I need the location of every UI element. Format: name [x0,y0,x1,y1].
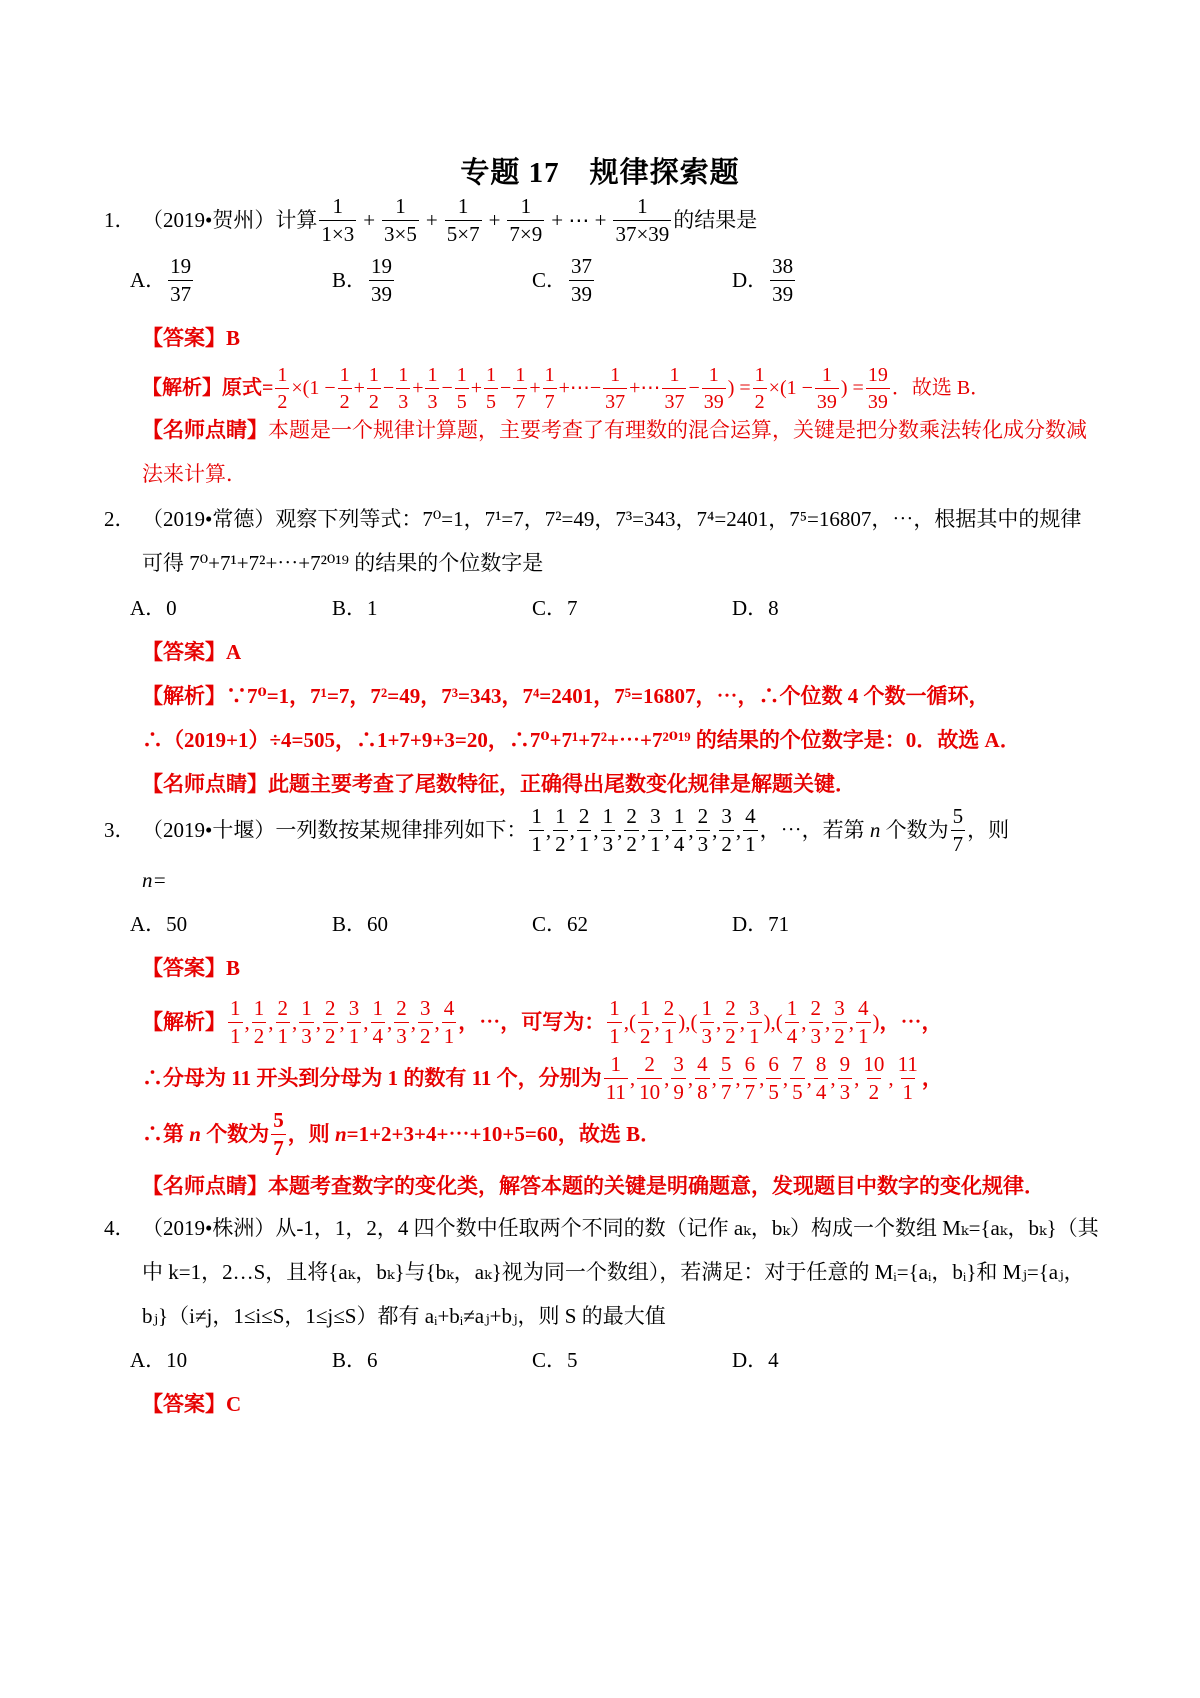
q3-tip: 【名师点睛】本题考查数字的变化类，解答本题的关键是明确题意，发现题目中数字的变化规律． [142,1173,1045,1198]
q4-stem: 4． （2019•株洲）从-1，1，2，4 四个数中任取两个不同的数（记作 aₖ，bₖ）构成一个数组 Mₖ={aₖ，bₖ}（其 [104,1215,1099,1240]
q2-option-a[interactable]: A． 0 [130,595,177,620]
q1-option-c[interactable]: C． 37 39 [532,253,593,306]
q4-number: 4． [104,1215,136,1240]
q2-analysis-cont: ∴（2019+1）÷4=505，∴1+7+9+3=20，∴7⁰+7¹+7²+⋯+7²⁰¹⁹ 的结果的个位数字是：0．故选 A． [142,727,1021,752]
q3-analysis: 【解析】 1 1 , 1 2 , 2 1 , 1 3 , 2 2 , 3 1 , 1 4 , 2 3 , 3 2 , 4 1 ，⋯，可写为： 1 1 ,( 1 2 , 2 1 ),( 1 3 , 2 2 , 3 1 ),( 1 4 , 2 3 , 3 2 , 4 1 ) ，⋯， [142,995,943,1048]
q2-tip: 【名师点睛】此题主要考查了尾数特征，正确得出尾数变化规律是解题关键． [142,771,856,796]
q2-stem: 2． （2019•常德）观察下列等式：7⁰=1，7¹=7，7²=49，7³=343，7⁴=2401，7⁵=16807，⋯，根据其中的规律 [104,506,1082,531]
q3-option-b[interactable]: B． 60 [332,911,389,936]
q3-stem: 3． （2019•十堰）一列数按某规律排列如下： 1 1 , 1 2 , 2 1 , 1 3 , 2 2 , 3 1 , 1 4 , 2 3 , 3 2 , 4 1 ，⋯，若第 n 个数为 5 7 ，则 [104,803,1010,856]
q1-analysis: 【解析】原式= $\frac{1}{2}$ ×(1 − $\frac{1}{2}$ + $\frac{1}{2}$ − $\frac{1}{3}$ + $\frac{1}{3}$ − $\frac{1}{5}$ + $\frac{1}{5}$ − $\frac{1}{7}$ + $\frac{1}{7}$ +⋯− $\frac{1}{37}$ +⋯ 1 37 − $\frac{1}{39}$ ) = $\frac{1}{2}$ ×(1 − $\frac{1}{39}$ ) = $\frac{19}{39}$ ．故选 B． [142,363,991,413]
q3-stem-cont: n= [142,867,167,892]
q4-stem-cont: 中 k=1，2…S，且将{aₖ，bₖ}与{bₖ，aₖ}视为同一个数组），若满足：对于任意的 Mᵢ={aᵢ，bᵢ}和 Mⱼ={aⱼ， [142,1259,1085,1284]
q1-tip-cont: 法来计算． [142,461,247,486]
q1-number: 1． [104,207,136,232]
q2-answer: 【答案】A [142,639,242,664]
q3-analysis-cont-2: ∴第 n 个数为 5 7 ，则 n =1+2+3+4+⋯+10+5=60，故选 B． [142,1107,662,1160]
q2-options [130,586,1120,630]
q2-option-b[interactable]: B． 1 [332,595,378,620]
q1-option-b[interactable]: B． 19 39 [332,253,393,306]
q4-answer: 【答案】C [142,1391,242,1416]
q3-answer: 【答案】B [142,955,241,980]
q1-stem: 1． （2019•贺州）计算 1 1×3 + $\frac{1}{3\times 5}$ + $\frac{1}{5\times 7}$ + $\frac{1}{7\times 9}$ + ⋯ + $\frac{1}{37\times 39}$ 的结果是 [104,193,758,246]
q4-options [130,1338,1120,1382]
page-title: 专题 17 规律探索题 [460,157,740,189]
q1-option-a[interactable]: A． 19 37 [130,253,192,306]
q2-option-c[interactable]: C． 7 [532,595,578,620]
q3-analysis-cont: ∴分母为 11 开头到分母为 1 的数有 11 个，分别为 1 11 , 2 10 , 3 9 , 4 8 , 5 7 , 6 7 , 6 5 , 7 5 , 8 4 , 9 3 , 10 2 , 11 1 ， [142,1051,943,1104]
q3-options [130,902,1120,946]
q3-option-c[interactable]: C． 62 [532,911,589,936]
q3-number: 3． [104,817,136,842]
q4-stem-cont-2: bⱼ}（i≠j，1≤i≤S，1≤j≤S）都有 aᵢ+bᵢ≠aⱼ+bⱼ，则 S 的最大值 [142,1303,666,1328]
q1-tip: 【名师点睛】 本题是一个规律计算题，主要考查了有理数的混合运算，关键是把分数乘法转化成分数减 [142,417,1087,442]
q4-option-a[interactable]: A． 10 [130,1347,188,1372]
q1-answer: 【答案】B [142,325,241,350]
q3-option-a[interactable]: A． 50 [130,911,188,936]
q2-option-d[interactable]: D． 8 [732,595,779,620]
q1-options [130,253,1120,306]
q4-option-d[interactable]: D． 4 [732,1347,779,1372]
q2-number: 2． [104,506,136,531]
q4-option-b[interactable]: B． 6 [332,1347,378,1372]
q2-analysis: 【解析】∵7⁰=1，7¹=7，7²=49，7³=343，7⁴=2401，7⁵=16807，⋯，∴个位数 4 个数一循环， [142,683,990,708]
q1-option-d[interactable]: D． 38 39 [732,253,794,306]
q2-stem-cont: 可得 7⁰+7¹+7²+⋯+7²⁰¹⁹ 的结果的个位数字是 [142,550,544,575]
q4-option-c[interactable]: C． 5 [532,1347,578,1372]
q3-option-d[interactable]: D． 71 [732,911,790,936]
